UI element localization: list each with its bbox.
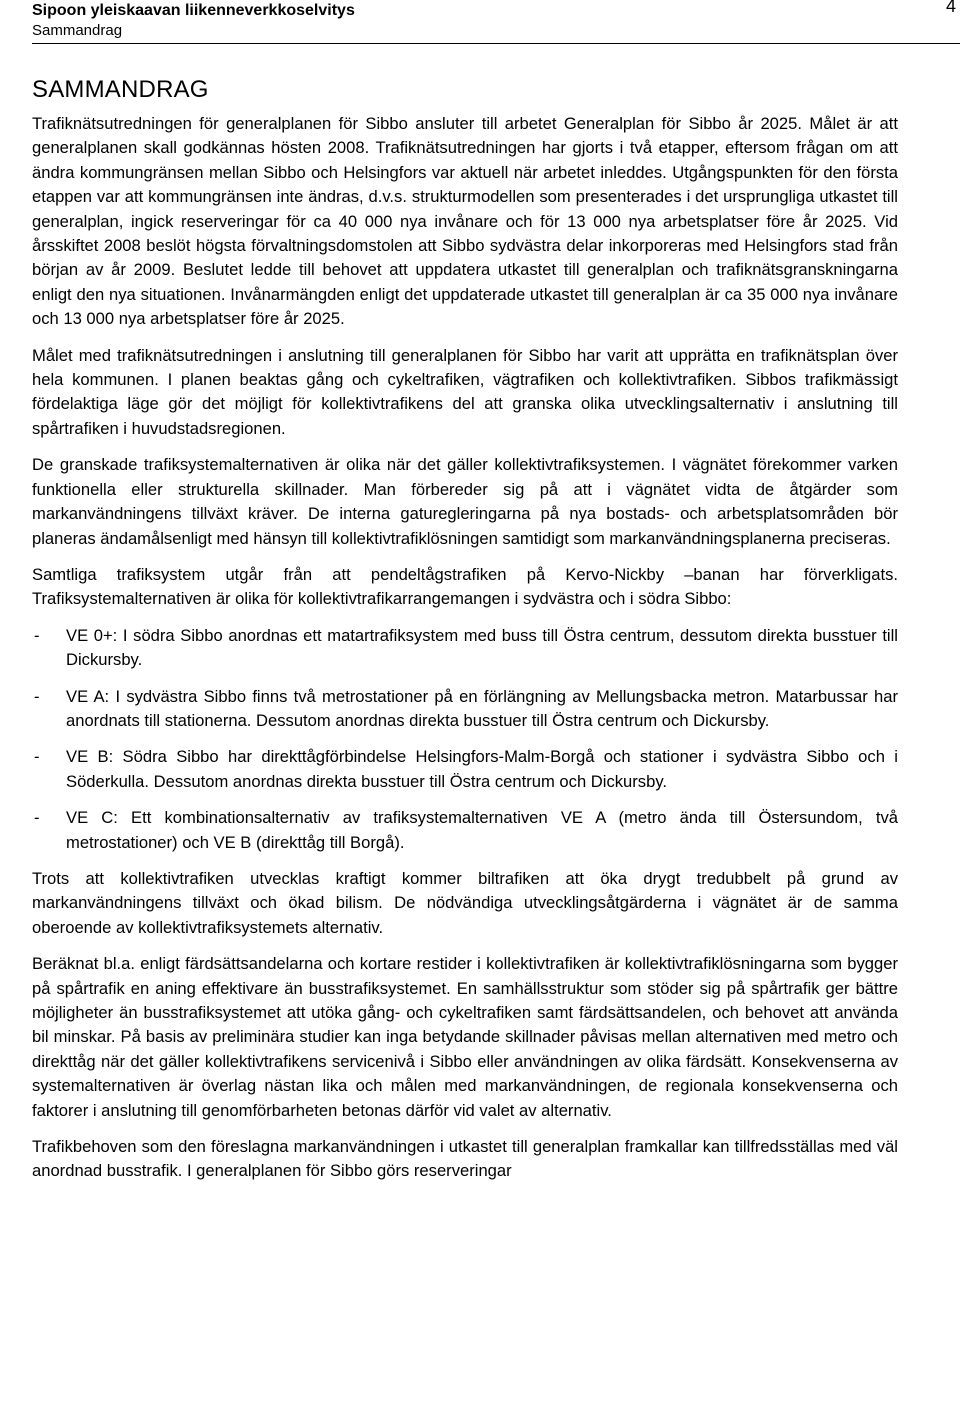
header-divider (32, 43, 960, 44)
paragraph: Trafikbehoven som den föreslagna markanvändningen i utkastet till generalplan framkallar kan tillfredsställas med väl anordnad busstrafik. I generalplanen för Sibbo görs reserveringar (32, 1137, 898, 1181)
list-item-text: VE 0+: I södra Sibbo anordnas ett matartrafiksystem med buss till Östra centrum, dessutom direkta busstuer till Dickursby. (66, 625, 898, 670)
document-title: Sipoon yleiskaavan liikenneverkkoselvitys (32, 2, 355, 19)
paragraph: Trafiknätsutredningen för generalplanen för Sibbo ansluter till arbetet Generalplan för Sibbo år 2025. Målet är att generalplanen skall godkännas hösten 2008. Trafiknätsutredningen har gjorts i två etapper, eftersom frågan om att ändra kommungränsen mellan Sibbo och Helsingfors var aktuell när arbetet inleddes. Utgångspunkten för den första etappen var att kommungränsen inte ändras, d.v.s. strukturmodellen som presenterades i det ursprungliga utkastet till generalplan, ingick reserveringar för ca 40 000 nya invånare och för 13 000 nya arbetsplatser före år 2025. Vid årsskiftet 2008 beslöt högsta förvaltningsdomstolen att Sibbo sydvästra delar inkorporeras med Helsingfors stad från början av år 2009. Beslutet ledde till behovet att uppdatera utkastet till generalplan och trafiknätsgranskningarna enligt den nya situationen. Invånarmängden enligt det uppdaterade utkastet till generalplan är ca 35 000 nya invånare och 13 000 nya arbetsplatser före år 2025. (32, 114, 898, 329)
list-item (32, 745, 898, 794)
paragraph: De granskade trafiksystemalternativen är olika när det gäller kollektivtrafiksystemen. I vägnätet förekommer varken funktionella eller strukturella skillnader. Man förbereder sig på att i vägnätet vidta de åtgärder som markanvändningens tillväxt kräver. De interna gaturegleringarna på nya bostads- och arbetsplatsområden bör planeras ändamålsenligt med hänsyn till kollektivtrafiklösningen samtidigt som markanvändningsplanerna preciseras. (32, 455, 898, 548)
section-name: Sammandrag (32, 22, 123, 39)
list-item-text: VE A: I sydvästra Sibbo finns två metrostationer på en förlängning av Mellungsbacka metron. Matarbussar har anordnats till stationerna. Dessutom anordnas direkta busstuer till Östra centrum och Dickursby. (66, 686, 898, 730)
list-item (32, 806, 898, 855)
paragraph: Beräknat bl.a. enligt färdsättsandelarna och kortare restider i kollektivtrafiken är kollektivtrafiklösningarna som bygger på spårtrafik en aning effektivare än busstrafiksystemet. En samhällsstruktur som stöder sig på spårtrafik ger bättre möjligheter än busstrafiksystemet att utöka gång- och cykeltrafiken samt färdsättsandelen, och behovet att använda bil minskar. På basis av preliminära studier kan inga betydande skillnader påvisas mellan alternativen med metro och direkttåg när det gäller kollektivtrafikens servicenivå i Sibbo eller användningen av olika färdsätt. Konsekvenserna av systemalternativen är överlag nästan lika och målen med markanvändningen, de regionala konsekvenserna och faktorer i anslutning till genomförbarheten betonas därför vid valet av alternativ. (32, 954, 898, 1120)
list-dash: - (34, 808, 40, 828)
list-dash: - (34, 747, 40, 767)
page-header (32, 0, 960, 44)
section-heading: SAMMANDRAG (32, 76, 209, 103)
list-dash: - (34, 625, 40, 645)
paragraph: Trots att kollektivtrafiken utvecklas kraftigt kommer biltrafiken att öka drygt tredubbelt på grund av markanvändningens tillväxt och ökad bilism. De nödvändiga utvecklingsåtgärderna i vägnätet är de samma oberoende av kollektivtrafiksystemets alternativ. (32, 868, 898, 937)
page-number: 4 (945, 0, 956, 16)
paragraph: Målet med trafiknätsutredningen i anslutning till generalplanen för Sibbo har varit att upprätta en trafiknätsplan över hela kommunen. I planen beaktas gång och cykeltrafiken, vägtrafiken och kollektivtrafiken. Sibbos trafikmässigt fördelaktiga läge gör det möjligt för kollektivtrafikens del att granska olika utvecklingsalternativ i anslutning till spårtrafiken i huvudstadsregionen. (32, 345, 898, 438)
list-dash: - (34, 686, 40, 706)
list-item (32, 685, 898, 734)
paragraph: Samtliga trafiksystem utgår från att pendeltågstrafiken på Kervo-Nickby –banan har förverkligats. Trafiksystemalternativen är olika för kollektivtrafikarrangemangen i sydvästra och i södra Sibbo: (32, 564, 898, 609)
list-item (32, 624, 898, 673)
list-item-text: VE C: Ett kombinationsalternativ av trafiksystemalternativen VE A (metro ända till Östersundom, två metrostationer) och VE B (direkttåg till Borgå). (66, 808, 898, 852)
list-item-text: VE B: Södra Sibbo har direkttågförbindelse Helsingfors-Malm-Borgå och stationer i sydvästra Sibbo och i Söderkulla. Dessutom anordnas direkta busstuer till Östra centrum och Dickursby. (66, 747, 898, 791)
document-body (32, 74, 898, 1196)
alternatives-list (32, 624, 898, 855)
